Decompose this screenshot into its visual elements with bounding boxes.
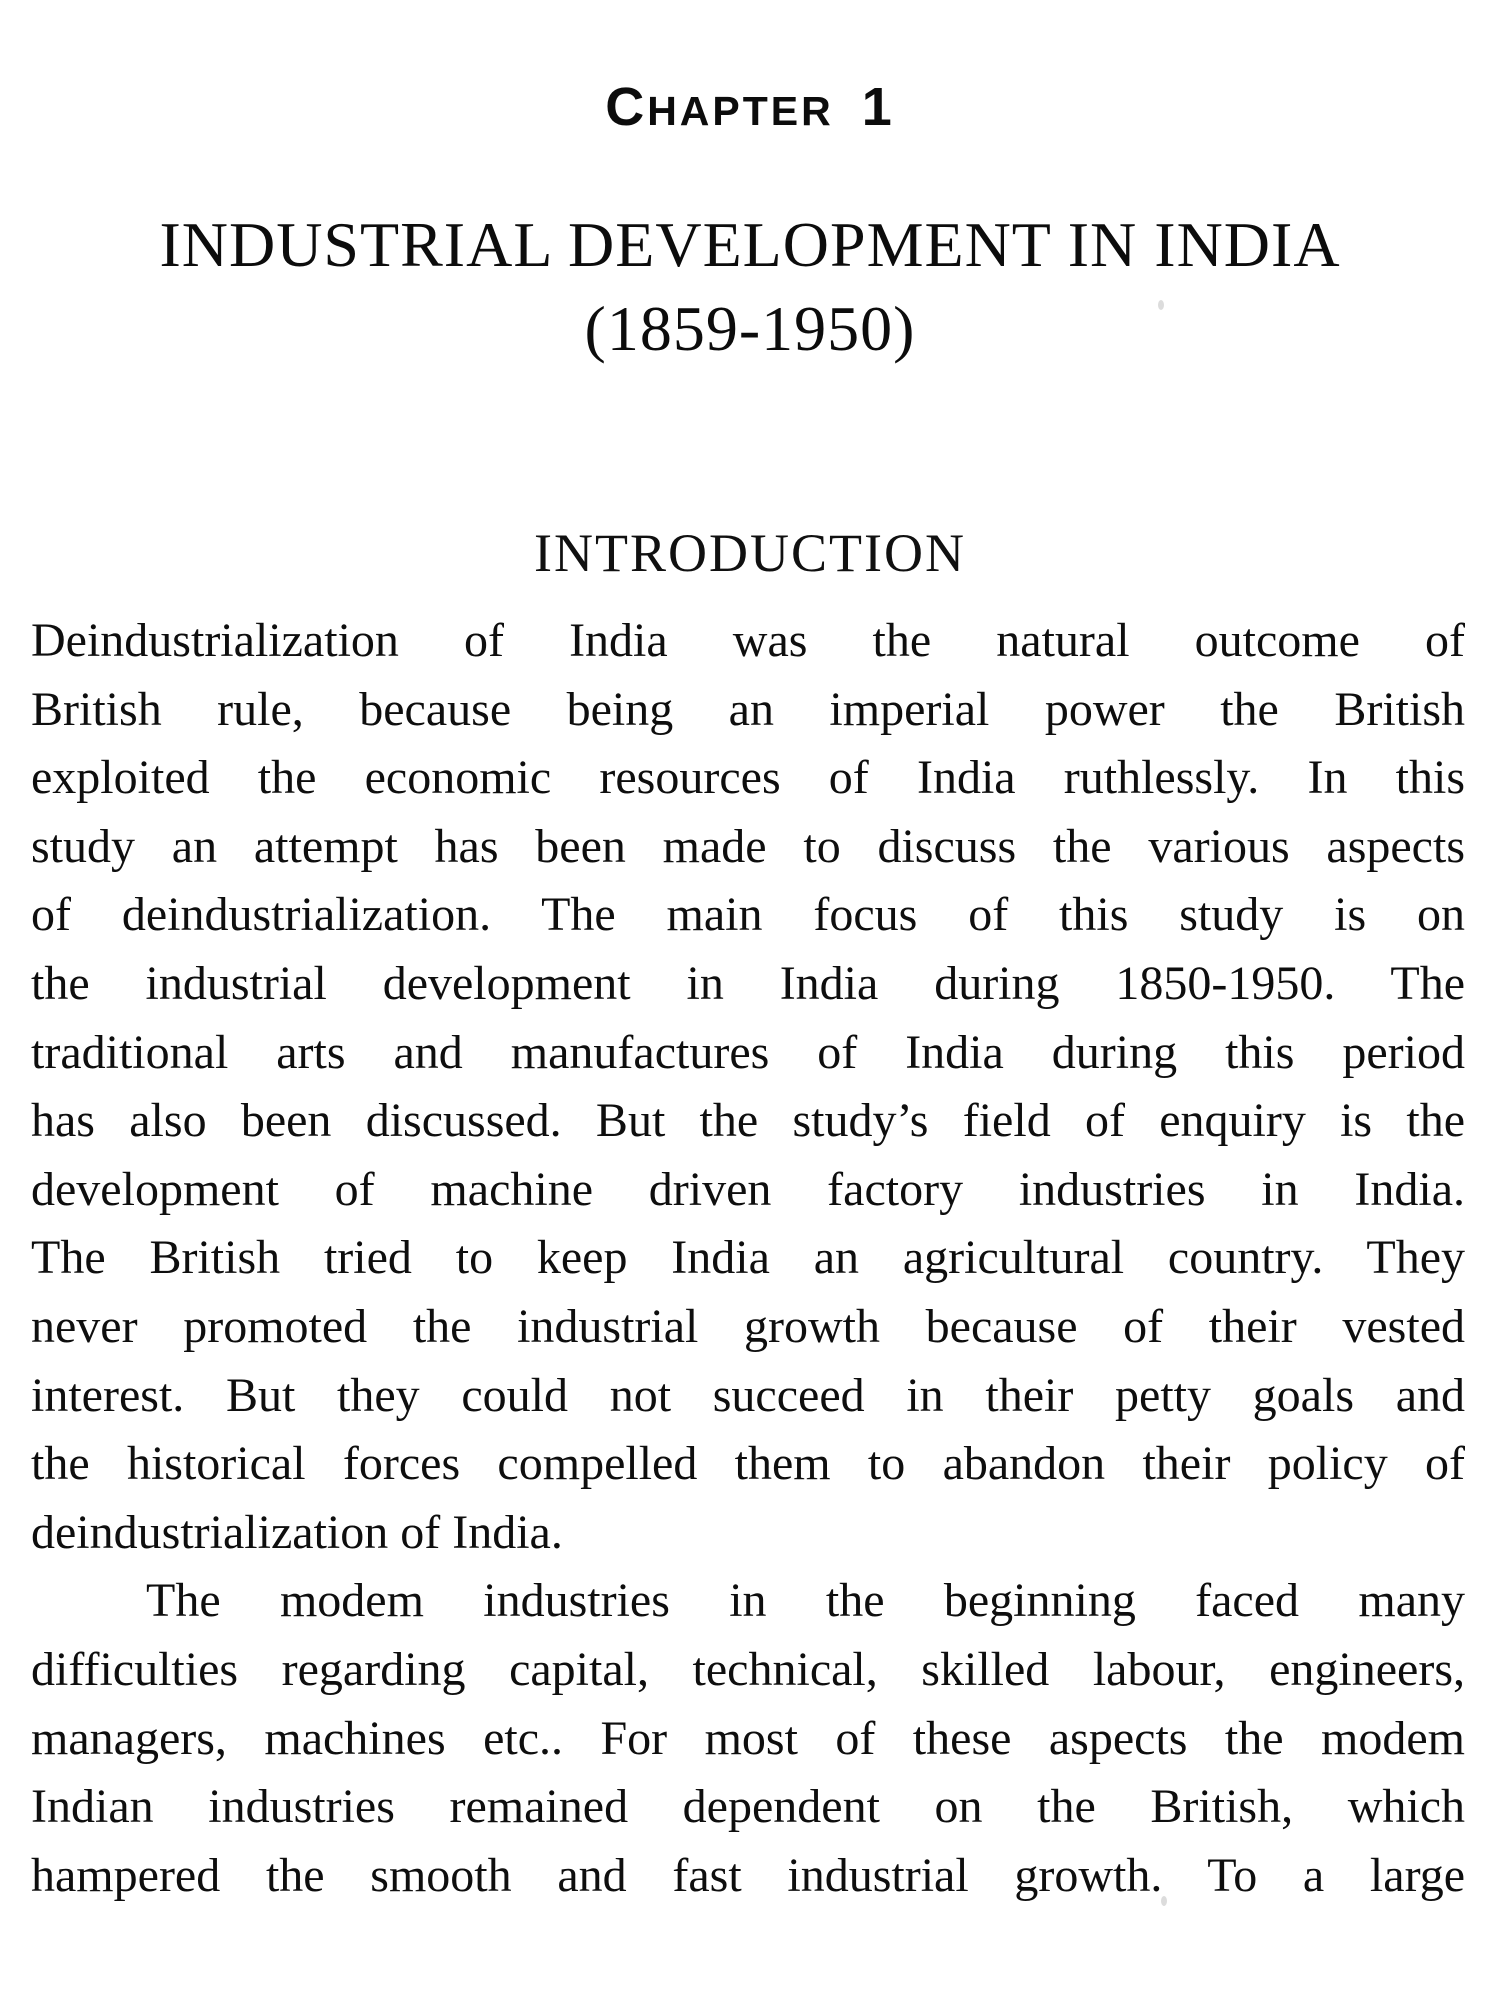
- text-line: traditional arts and manufactures of India during this period: [31, 1025, 1465, 1079]
- chapter-heading: [0, 79, 1500, 149]
- chapter-number: 1: [861, 77, 895, 137]
- text-line: Indian industries remained dependent on the British, which: [31, 1780, 1465, 1834]
- section-heading: INTRODUCTION: [534, 523, 966, 583]
- text-line: study an attempt has been made to discuss the various aspects: [31, 819, 1465, 873]
- text-line: hampered the smooth and fast industrial growth. To a large: [31, 1848, 1465, 1902]
- text-line: exploited the economic resources of India ruthlessly. In this: [31, 751, 1465, 805]
- text-line: deindustrialization of India.: [31, 1505, 563, 1559]
- chapter-word-rest: HAPTER: [647, 88, 834, 134]
- body-text: [31, 607, 1465, 1910]
- text-line: managers, machines etc.. For most of these aspects the modem: [31, 1711, 1465, 1765]
- text-line: Deindustrialization of India was the natural outcome of: [31, 614, 1465, 667]
- page-title-line1: INDUSTRIAL DEVELOPMENT IN INDIA: [159, 209, 1341, 280]
- text-line: The modem industries in the beginning faced many: [146, 1574, 1465, 1628]
- page-title: [0, 203, 1500, 371]
- text-line: development of machine driven factory industries in India.: [31, 1162, 1465, 1216]
- scan-speck: [1158, 300, 1164, 310]
- scan-speck: [1161, 1896, 1167, 1906]
- text-line: The British tried to keep India an agricultural country. They: [31, 1231, 1465, 1285]
- text-line: never promoted the industrial growth because of their vested: [31, 1299, 1465, 1353]
- paragraph-2: [31, 1567, 1465, 1910]
- text-line: of deindustrialization. The main focus of this study is on: [31, 888, 1465, 942]
- text-line: the historical forces compelled them to abandon their policy of: [31, 1437, 1465, 1491]
- page-title-line2: (1859-1950): [584, 293, 916, 364]
- text-line: difficulties regarding capital, technical, skilled labour, engineers,: [31, 1642, 1465, 1696]
- text-line: has also been discussed. But the study’s field of enquiry is the: [31, 1094, 1465, 1148]
- chapter-word-initial: C: [605, 77, 648, 137]
- paragraph-1: [31, 607, 1465, 1567]
- text-line: interest. But they could not succeed in their petty goals and: [31, 1368, 1465, 1422]
- text-line: British rule, because being an imperial power the British: [31, 682, 1465, 736]
- text-line: the industrial development in India during 1850-1950. The: [31, 956, 1465, 1010]
